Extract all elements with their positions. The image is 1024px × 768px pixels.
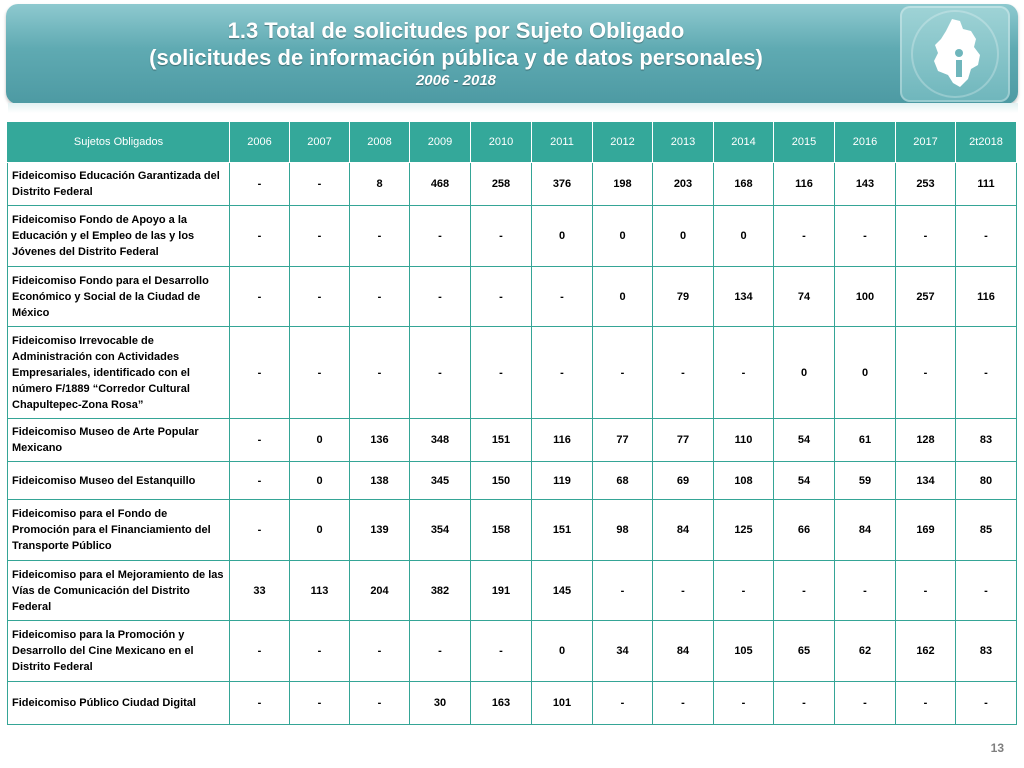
value-cell: 116 xyxy=(774,163,835,206)
subject-name-cell: Fideicomiso para la Promoción y Desarrollo del Cine Mexicano en el Distrito Federal xyxy=(8,621,230,682)
value-cell: 158 xyxy=(471,500,532,561)
value-cell: 69 xyxy=(653,462,714,500)
value-cell: 128 xyxy=(896,419,956,462)
table-row xyxy=(8,163,1017,206)
value-cell: - xyxy=(350,682,410,725)
title-block xyxy=(6,4,906,104)
value-cell: - xyxy=(471,327,532,419)
column-header-year: 2015 xyxy=(774,122,835,163)
value-cell: 61 xyxy=(835,419,896,462)
subject-name-cell: Fideicomiso Público Ciudad Digital xyxy=(8,682,230,725)
period-label: 2006 - 2018 xyxy=(415,72,497,89)
table-row xyxy=(8,327,1017,419)
value-cell: 134 xyxy=(896,462,956,500)
value-cell: 468 xyxy=(410,163,471,206)
value-cell: 111 xyxy=(956,163,1017,206)
value-cell: 83 xyxy=(956,621,1017,682)
value-cell: 0 xyxy=(290,462,350,500)
value-cell: - xyxy=(593,327,653,419)
value-cell: - xyxy=(230,500,290,561)
subject-name-cell: Fideicomiso Museo del Estanquillo xyxy=(8,462,230,500)
value-cell: 98 xyxy=(593,500,653,561)
subject-name-cell: Fideicomiso Fondo para el Desarrollo Económico y Social de la Ciudad de México xyxy=(8,267,230,327)
value-cell: 34 xyxy=(593,621,653,682)
value-cell: 204 xyxy=(350,561,410,621)
value-cell: - xyxy=(290,682,350,725)
value-cell: 59 xyxy=(835,462,896,500)
value-cell: 151 xyxy=(471,419,532,462)
value-cell: 54 xyxy=(774,419,835,462)
value-cell: 198 xyxy=(593,163,653,206)
value-cell: - xyxy=(956,561,1017,621)
column-header-subject: Sujetos Obligados xyxy=(8,122,230,163)
value-cell: 77 xyxy=(653,419,714,462)
column-header-year: 2t2018 xyxy=(956,122,1017,163)
value-cell: 168 xyxy=(714,163,774,206)
value-cell: 0 xyxy=(835,327,896,419)
value-cell: - xyxy=(774,206,835,267)
value-cell: 108 xyxy=(714,462,774,500)
value-cell: 125 xyxy=(714,500,774,561)
value-cell: - xyxy=(532,327,593,419)
value-cell: 84 xyxy=(835,500,896,561)
table-header-row xyxy=(8,122,1017,163)
value-cell: 85 xyxy=(956,500,1017,561)
value-cell: - xyxy=(956,327,1017,419)
value-cell: - xyxy=(350,327,410,419)
value-cell: 30 xyxy=(410,682,471,725)
value-cell: 0 xyxy=(774,327,835,419)
value-cell: 354 xyxy=(410,500,471,561)
value-cell: 119 xyxy=(532,462,593,500)
value-cell: 113 xyxy=(290,561,350,621)
column-header-year: 2011 xyxy=(532,122,593,163)
column-header-year: 2013 xyxy=(653,122,714,163)
value-cell: 257 xyxy=(896,267,956,327)
table-row xyxy=(8,267,1017,327)
value-cell: 54 xyxy=(774,462,835,500)
value-cell: - xyxy=(714,561,774,621)
column-header-year: 2006 xyxy=(230,122,290,163)
value-cell: 145 xyxy=(532,561,593,621)
value-cell: 138 xyxy=(350,462,410,500)
value-cell: 79 xyxy=(653,267,714,327)
value-cell: - xyxy=(835,561,896,621)
value-cell: - xyxy=(350,267,410,327)
subject-name-cell: Fideicomiso Irrevocable de Administración con Actividades Empresariales, identificado con el número F/1889 “Corredor Cultural Chapultepec-Zona Rosa” xyxy=(8,327,230,419)
value-cell: 8 xyxy=(350,163,410,206)
value-cell: 80 xyxy=(956,462,1017,500)
value-cell: 143 xyxy=(835,163,896,206)
value-cell: - xyxy=(593,682,653,725)
value-cell: - xyxy=(471,206,532,267)
value-cell: 100 xyxy=(835,267,896,327)
value-cell: - xyxy=(350,206,410,267)
value-cell: 348 xyxy=(410,419,471,462)
value-cell: 151 xyxy=(532,500,593,561)
value-cell: - xyxy=(593,561,653,621)
value-cell: 84 xyxy=(653,621,714,682)
value-cell: - xyxy=(896,206,956,267)
value-cell: 74 xyxy=(774,267,835,327)
column-header-year: 2007 xyxy=(290,122,350,163)
value-cell: 345 xyxy=(410,462,471,500)
page-subtitle: (solicitudes de información pública y de datos personales) xyxy=(149,45,763,70)
table-row xyxy=(8,500,1017,561)
value-cell: - xyxy=(653,682,714,725)
subject-name-cell: Fideicomiso para el Fondo de Promoción para el Financiamiento del Transporte Público xyxy=(8,500,230,561)
title-banner xyxy=(6,4,1018,104)
table-row xyxy=(8,682,1017,725)
table-row xyxy=(8,419,1017,462)
value-cell: - xyxy=(230,163,290,206)
value-cell: - xyxy=(774,682,835,725)
value-cell: - xyxy=(714,682,774,725)
cdmx-map-logo-icon xyxy=(908,9,1002,99)
value-cell: - xyxy=(230,327,290,419)
value-cell: - xyxy=(532,267,593,327)
column-header-year: 2008 xyxy=(350,122,410,163)
value-cell: - xyxy=(835,682,896,725)
table-row xyxy=(8,462,1017,500)
value-cell: - xyxy=(230,682,290,725)
value-cell: - xyxy=(653,561,714,621)
value-cell: 83 xyxy=(956,419,1017,462)
logo xyxy=(900,6,1010,102)
value-cell: - xyxy=(956,682,1017,725)
value-cell: 134 xyxy=(714,267,774,327)
column-header-year: 2014 xyxy=(714,122,774,163)
value-cell: - xyxy=(774,561,835,621)
value-cell: - xyxy=(896,682,956,725)
value-cell: 62 xyxy=(835,621,896,682)
column-header-year: 2016 xyxy=(835,122,896,163)
value-cell: 0 xyxy=(290,500,350,561)
value-cell: 77 xyxy=(593,419,653,462)
value-cell: - xyxy=(350,621,410,682)
value-cell: 376 xyxy=(532,163,593,206)
banner-shadow-strip xyxy=(8,103,1018,113)
value-cell: 105 xyxy=(714,621,774,682)
value-cell: - xyxy=(230,267,290,327)
value-cell: 116 xyxy=(532,419,593,462)
value-cell: 0 xyxy=(714,206,774,267)
value-cell: 162 xyxy=(896,621,956,682)
value-cell: - xyxy=(410,327,471,419)
requests-table xyxy=(7,121,1017,725)
value-cell: - xyxy=(290,206,350,267)
value-cell: - xyxy=(230,206,290,267)
value-cell: - xyxy=(290,267,350,327)
subject-name-cell: Fideicomiso para el Mejoramiento de las Vías de Comunicación del Distrito Federal xyxy=(8,561,230,621)
value-cell: - xyxy=(410,621,471,682)
value-cell: - xyxy=(471,621,532,682)
value-cell: - xyxy=(230,621,290,682)
value-cell: - xyxy=(956,206,1017,267)
value-cell: 110 xyxy=(714,419,774,462)
value-cell: 136 xyxy=(350,419,410,462)
value-cell: 0 xyxy=(532,621,593,682)
table-row xyxy=(8,561,1017,621)
column-header-year: 2017 xyxy=(896,122,956,163)
value-cell: - xyxy=(290,621,350,682)
value-cell: 169 xyxy=(896,500,956,561)
value-cell: 0 xyxy=(290,419,350,462)
value-cell: 150 xyxy=(471,462,532,500)
value-cell: - xyxy=(410,206,471,267)
value-cell: - xyxy=(714,327,774,419)
value-cell: 139 xyxy=(350,500,410,561)
value-cell: 0 xyxy=(532,206,593,267)
table-row xyxy=(8,206,1017,267)
value-cell: - xyxy=(230,462,290,500)
value-cell: 0 xyxy=(593,267,653,327)
value-cell: 68 xyxy=(593,462,653,500)
value-cell: - xyxy=(471,267,532,327)
value-cell: - xyxy=(896,561,956,621)
value-cell: - xyxy=(290,163,350,206)
column-header-year: 2012 xyxy=(593,122,653,163)
value-cell: 163 xyxy=(471,682,532,725)
value-cell: 0 xyxy=(593,206,653,267)
value-cell: 116 xyxy=(956,267,1017,327)
value-cell: 33 xyxy=(230,561,290,621)
value-cell: - xyxy=(835,206,896,267)
value-cell: 191 xyxy=(471,561,532,621)
subject-name-cell: Fideicomiso Museo de Arte Popular Mexicano xyxy=(8,419,230,462)
column-header-year: 2010 xyxy=(471,122,532,163)
subject-name-cell: Fideicomiso Fondo de Apoyo a la Educación y el Empleo de las y los Jóvenes del Distrito Federal xyxy=(8,206,230,267)
value-cell: - xyxy=(410,267,471,327)
value-cell: 65 xyxy=(774,621,835,682)
value-cell: - xyxy=(896,327,956,419)
value-cell: - xyxy=(290,327,350,419)
value-cell: 0 xyxy=(653,206,714,267)
page-title: 1.3 Total de solicitudes por Sujeto Obligado xyxy=(227,18,685,43)
subject-name-cell: Fideicomiso Educación Garantizada del Distrito Federal xyxy=(8,163,230,206)
value-cell: - xyxy=(653,327,714,419)
table-row xyxy=(8,621,1017,682)
value-cell: 66 xyxy=(774,500,835,561)
value-cell: 203 xyxy=(653,163,714,206)
value-cell: 84 xyxy=(653,500,714,561)
value-cell: - xyxy=(230,419,290,462)
page-number: 13 xyxy=(990,741,1004,755)
column-header-year: 2009 xyxy=(410,122,471,163)
value-cell: 253 xyxy=(896,163,956,206)
value-cell: 101 xyxy=(532,682,593,725)
value-cell: 258 xyxy=(471,163,532,206)
value-cell: 382 xyxy=(410,561,471,621)
